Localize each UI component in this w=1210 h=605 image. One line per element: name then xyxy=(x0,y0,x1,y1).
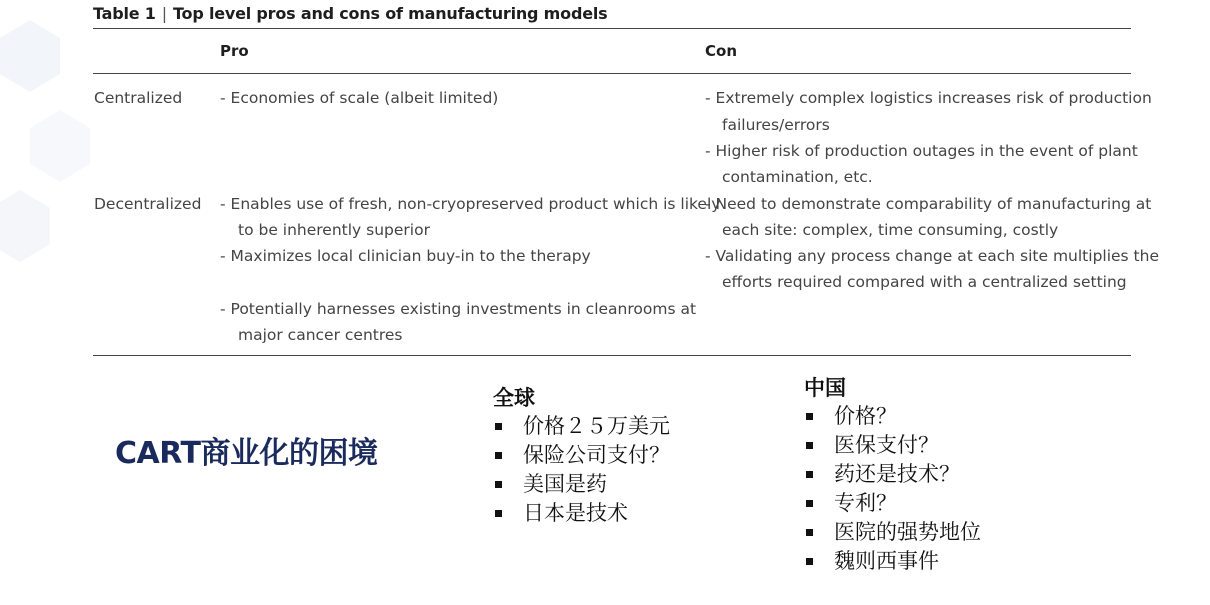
square-bullet-icon xyxy=(495,452,502,459)
con-item-continuation: efforts required compared with a centralized setting xyxy=(722,273,1127,291)
pro-item-continuation: to be inherently superior xyxy=(238,221,430,239)
list-item-text: 专利？ xyxy=(834,491,897,515)
square-bullet-icon xyxy=(806,558,813,565)
table-header-rule xyxy=(93,73,1131,74)
square-bullet-icon xyxy=(495,481,502,488)
global-heading: 全球 xyxy=(493,386,535,410)
pro-item-continuation: major cancer centres xyxy=(238,326,403,344)
square-bullet-icon xyxy=(495,423,502,430)
list-item xyxy=(493,470,670,499)
slide-title: CART商业化的困境 xyxy=(115,436,378,471)
list-item-text: 保险公司支付？ xyxy=(523,443,670,467)
global-section xyxy=(493,384,670,528)
list-item-text: 医保支付？ xyxy=(834,433,939,457)
list-item xyxy=(804,402,981,431)
china-list xyxy=(804,402,981,576)
list-item xyxy=(493,441,670,470)
con-item-continuation: contamination, etc. xyxy=(722,168,873,186)
column-header-pro: Pro xyxy=(220,42,249,60)
china-heading: 中国 xyxy=(804,376,846,400)
column-header-con: Con xyxy=(705,42,737,60)
con-item: - Higher risk of production outages in the event of plant xyxy=(705,142,1138,160)
row-label-decentralized: Decentralized xyxy=(94,195,202,213)
global-list xyxy=(493,412,670,528)
con-item: - Validating any process change at each site multiplies the xyxy=(705,247,1159,265)
table-bottom-rule xyxy=(93,355,1131,356)
con-item-continuation: failures/errors xyxy=(722,116,830,134)
pro-item: - Maximizes local clinician buy-in to the therapy xyxy=(220,247,591,265)
list-item-text: 美国是药 xyxy=(523,472,607,496)
list-item xyxy=(493,412,670,441)
table-caption xyxy=(93,4,607,23)
list-item xyxy=(804,460,981,489)
pro-item: - Enables use of fresh, non-cryopreserved product which is likely xyxy=(220,195,721,213)
table-number: Table 1 xyxy=(93,4,156,23)
square-bullet-icon xyxy=(806,529,813,536)
pro-item: - Economies of scale (albeit limited) xyxy=(220,89,499,107)
con-item: - Need to demonstrate comparability of manufacturing at xyxy=(705,195,1152,213)
square-bullet-icon xyxy=(806,442,813,449)
square-bullet-icon xyxy=(806,413,813,420)
square-bullet-icon xyxy=(806,500,813,507)
china-section xyxy=(804,374,981,576)
list-item xyxy=(493,499,670,528)
con-item-continuation: each site: complex, time consuming, costly xyxy=(722,221,1059,239)
list-item xyxy=(804,431,981,460)
con-item: - Extremely complex logistics increases risk of production xyxy=(705,89,1152,107)
list-item-text: 价格２５万美元 xyxy=(523,414,670,438)
row-label-centralized: Centralized xyxy=(94,89,183,107)
list-item-text: 日本是技术 xyxy=(523,501,628,525)
list-item xyxy=(804,489,981,518)
square-bullet-icon xyxy=(495,510,502,517)
background-hexagon-decoration xyxy=(0,0,90,605)
table-caption-separator: | xyxy=(161,4,167,23)
pro-item: - Potentially harnesses existing investments in cleanrooms at xyxy=(220,300,697,318)
list-item-text: 魏则西事件 xyxy=(834,549,939,573)
square-bullet-icon xyxy=(806,471,813,478)
list-item xyxy=(804,547,981,576)
list-item-text: 医院的强势地位 xyxy=(834,520,981,544)
list-item xyxy=(804,518,981,547)
table-top-rule xyxy=(93,28,1131,29)
list-item-text: 价格？ xyxy=(834,404,897,428)
table-title-text: Top level pros and cons of manufacturing models xyxy=(172,4,608,23)
list-item-text: 药还是技术？ xyxy=(834,462,960,486)
